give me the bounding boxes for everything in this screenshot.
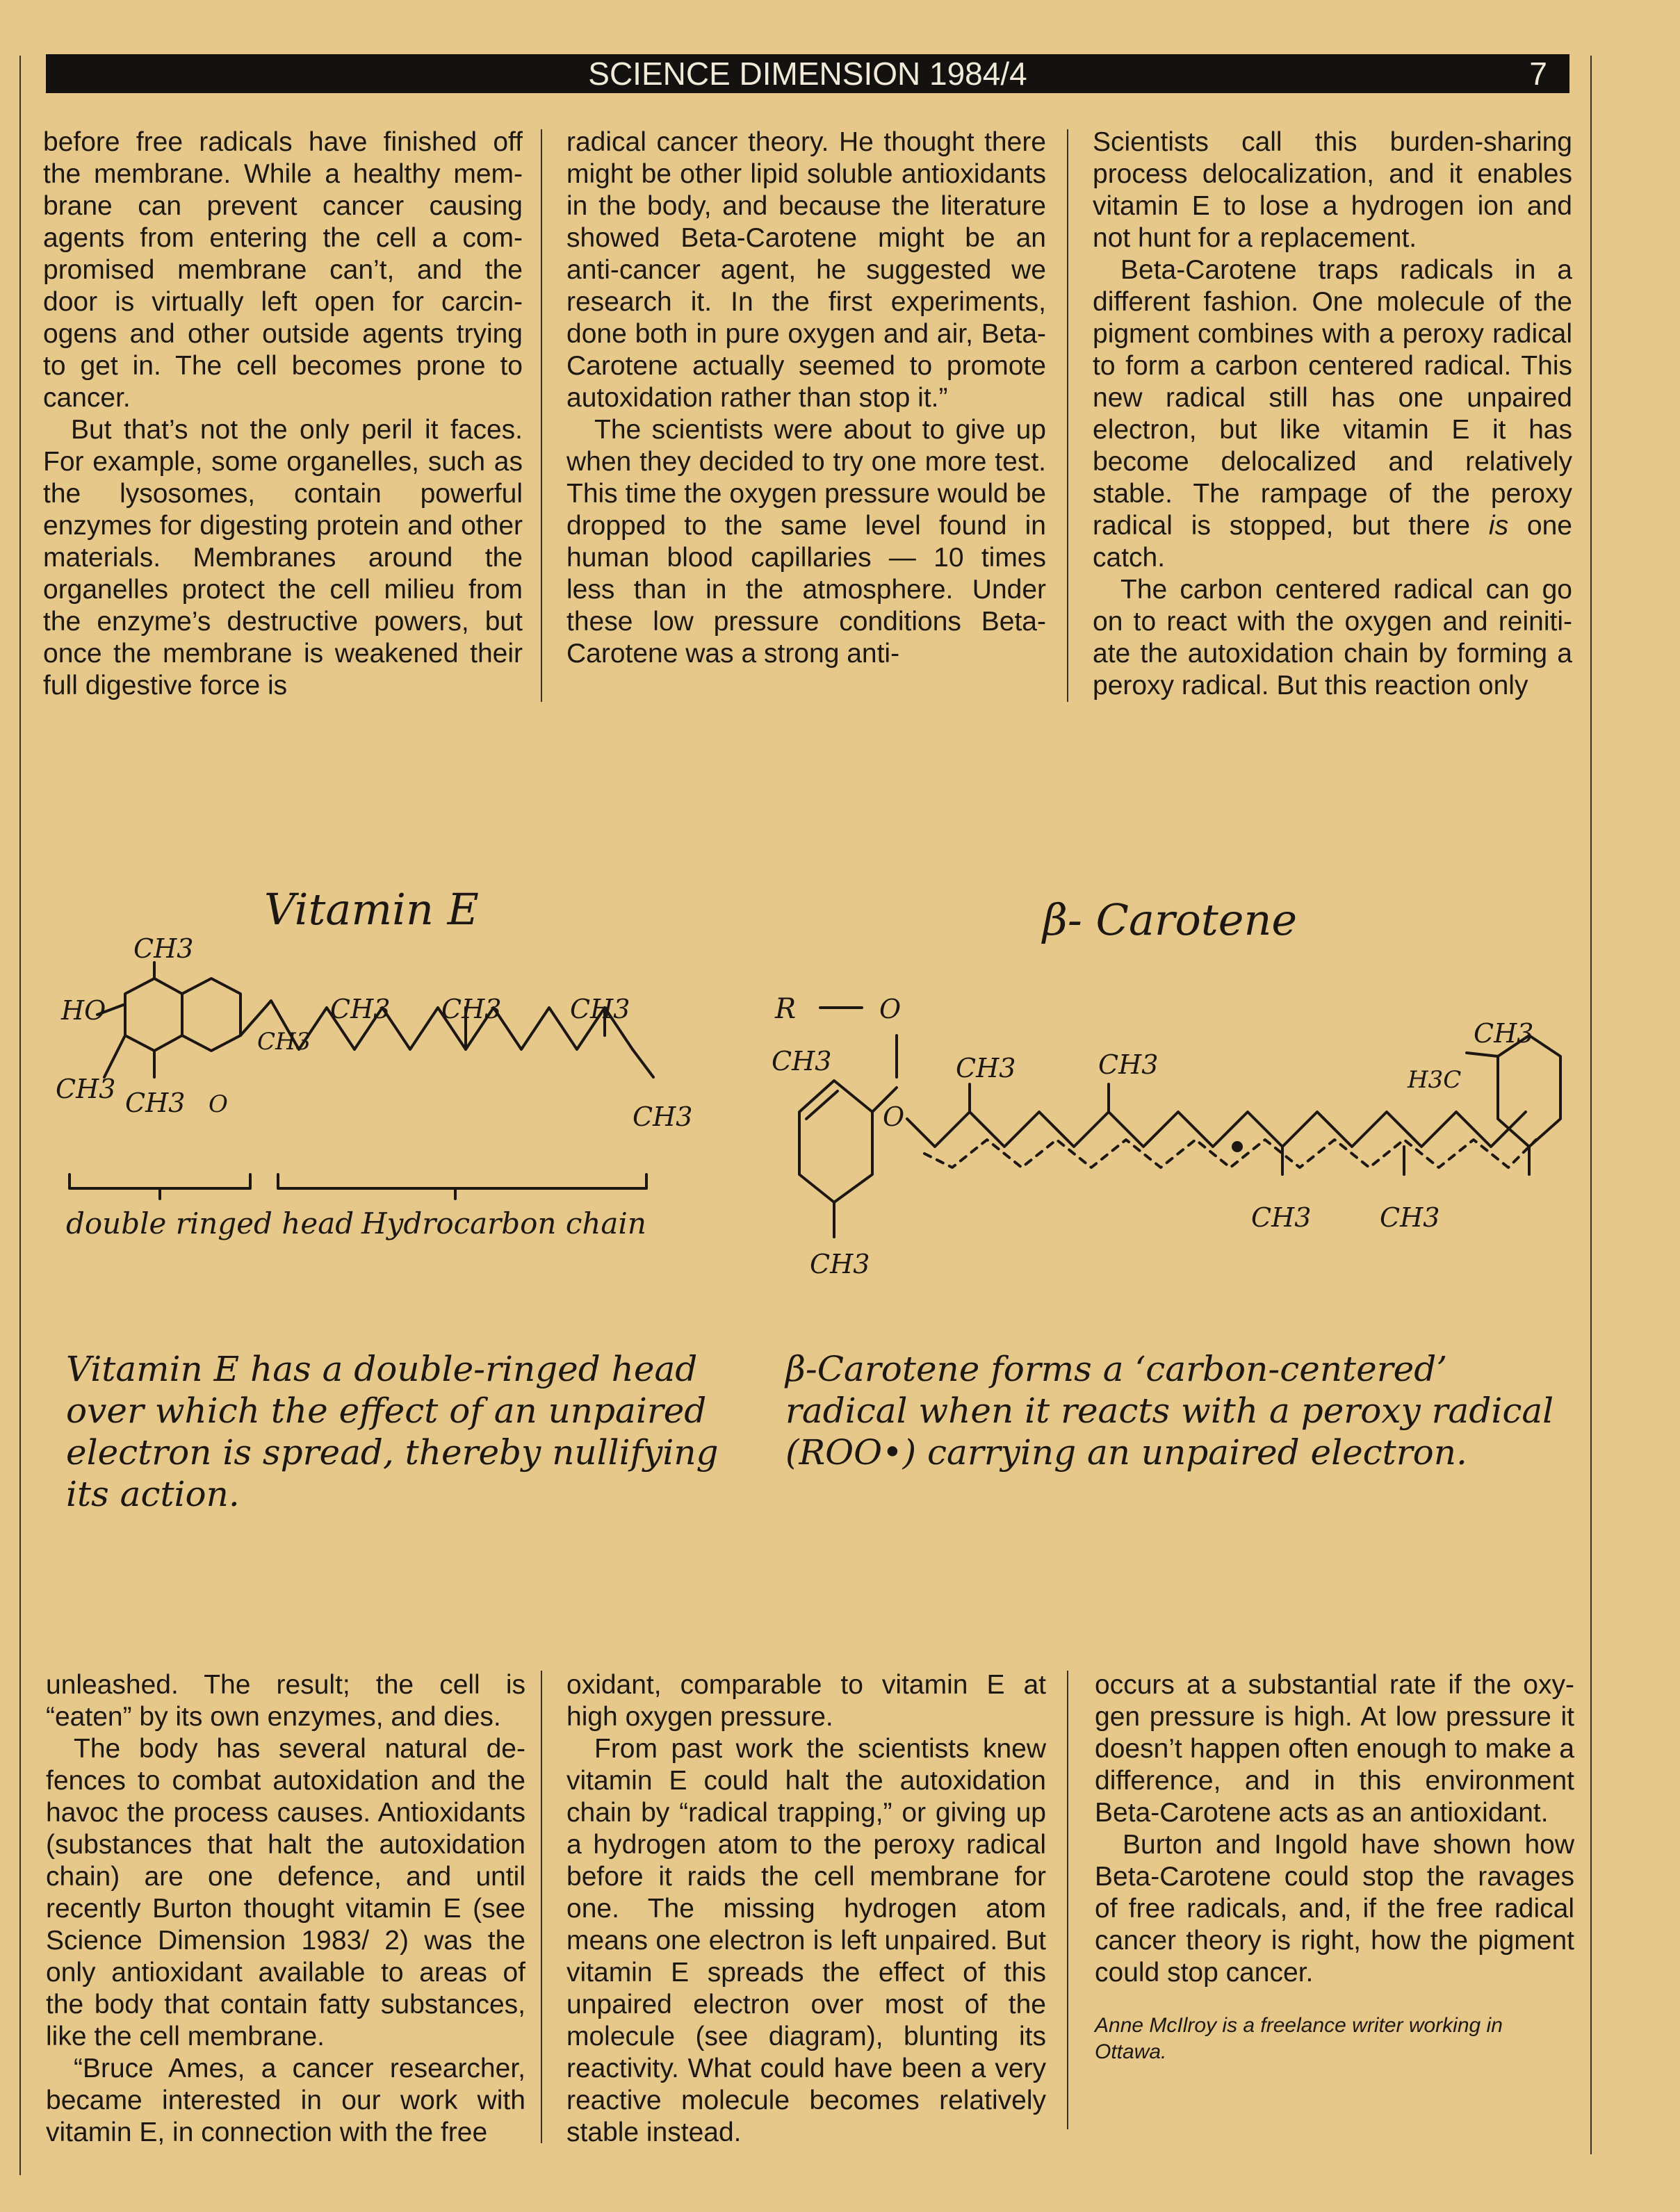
vitamin-e-label: CH3 bbox=[56, 1074, 116, 1104]
column-divider bbox=[541, 1671, 542, 2143]
chemical-structures-figure bbox=[0, 848, 1680, 1348]
paragraph: The scientists were about to give up when they decided to try one more test. This time the oxygen pressure would be dropped to the same level found in human blood capillaries — 10 times less than in the atmosphere. Under these low pressure conditions Beta-Carotene was a strong anti- bbox=[566, 415, 1046, 669]
vitamin-e-title: Vitamin E bbox=[264, 884, 479, 935]
vitamin-e-label: O bbox=[209, 1090, 228, 1118]
carotene-chain bbox=[907, 1112, 1526, 1147]
paragraph: Burton and Ingold have shown how Beta-Carotene could stop the ravages of free radicals, and, if the free radical cancer theory is right, how the pigment could stop cancer. bbox=[1095, 1830, 1574, 1988]
carotene-label: CH3 bbox=[1098, 1049, 1159, 1080]
magazine-title: SCIENCE DIMENSION 1984/4 bbox=[588, 56, 1027, 92]
delocalized-bonds bbox=[924, 1140, 1536, 1168]
vitamin-e-label: CH3 bbox=[441, 994, 502, 1024]
chain-annotation: Hydrocarbon chain bbox=[361, 1206, 646, 1240]
column-divider bbox=[541, 129, 542, 702]
paragraph: occurs at a substantial rate if the oxygen pressure is high. At low pressure it doesn’t happen often enough to make a difference, and in this environment Beta-Carotene acts as an antioxidant. bbox=[1095, 1670, 1574, 1828]
carotene-label: CH3 bbox=[772, 1046, 832, 1076]
paragraph: “Bruce Ames, a cancer researcher, became interested in our work with vitamin E, in connection with the free bbox=[46, 2054, 525, 2147]
top-column-1 bbox=[43, 126, 523, 702]
paragraph bbox=[1093, 254, 1572, 574]
top-column-2 bbox=[566, 126, 1046, 670]
vitamin-e-label: CH3 bbox=[330, 994, 391, 1024]
emphasis: is bbox=[1488, 511, 1509, 541]
paragraph: radical cancer theory. He thought there might be other lipid soluble antioxidants in the body, and because the literature showed Beta-Carotene might be an anti-cancer agent, he suggested we research it. In the first experiments, done both in pure oxygen and air, Beta-Carotene actually seemed to promote autoxidation rather than stop it.” bbox=[566, 127, 1046, 413]
page-number: 7 bbox=[1529, 56, 1547, 92]
beta-carotene-title: β- Carotene bbox=[1043, 894, 1298, 945]
vitamin-e-label: CH3 bbox=[125, 1088, 186, 1118]
paragraph: oxidant, comparable to vitamin E at high oxygen pressure. bbox=[566, 1670, 1046, 1732]
author-byline: Anne McIlroy is a freelance writer working in Ottawa. bbox=[1095, 2014, 1503, 2063]
vitamin-e-ring-2 bbox=[182, 978, 240, 1051]
column-divider bbox=[1067, 1671, 1068, 2129]
paragraph: The body has several natural defences to combat autoxidation and the havoc the process causes. Antioxidants (substances that halt the autoxidation chain) are one defence, and until recently Burton thought vitamin E (see Science Dimension 1983/ 2) was the only antioxidant available to areas of the body that contain fatty substances, like the cell membrane. bbox=[46, 1734, 525, 2051]
paragraph-text: one catch. bbox=[1093, 511, 1572, 573]
chain-brace bbox=[278, 1174, 646, 1188]
carotene-label: O bbox=[879, 994, 902, 1024]
carotene-label: R bbox=[775, 993, 797, 1025]
vitamin-e-caption: Vitamin E has a double-ringed head over which the effect of an unpaired electron is spread, thereby nullifying its action. bbox=[66, 1349, 719, 1514]
beta-carotene-caption: β-Carotene forms a ‘carbon-centered’ radical when it reacts with a peroxy radical (ROO•) carrying an unpaired electron. bbox=[785, 1349, 1554, 1473]
head-annotation: double ringed head bbox=[66, 1206, 354, 1240]
paragraph: before free radicals have finished off the membrane. While a healthy membrane can prevent cancer causing agents from entering the cell a compromised membrane can’t, and the door is virtually left open for carcinogens and other outside agents trying to get in. The cell becomes prone to cancer. bbox=[43, 127, 523, 413]
bottom-column-3 bbox=[1095, 1669, 1574, 2065]
vitamin-e-ring-1 bbox=[125, 978, 182, 1051]
bottom-column-2 bbox=[566, 1669, 1046, 2149]
carotene-label: CH3 bbox=[1474, 1018, 1534, 1049]
paragraph: unleashed. The result; the cell is “eaten” by its own enzymes, and dies. bbox=[46, 1670, 525, 1732]
paragraph-text: Beta-Carotene traps radicals in a different fashion. One molecule of the pigment combines with a peroxy radical to form a carbon centered radical. This new radical still has one unpaired electron, but like vitamin E it has become delocalized and relatively stable. The rampage of the peroxy radical is stopped, but there bbox=[1093, 255, 1572, 541]
paragraph: From past work the scientists knew vitamin E could halt the autoxidation chain by “radical trapping,” or giving up a hydrogen atom to the peroxy radical before it raids the cell membrane for one. The missing hydrogen atom means one electron is left unpaired. But vitamin E spreads the effect of this unpaired electron over most of the molecule (see diagram), blunting its reactivity. What could have been a very reactive molecule becomes relatively stable instead. bbox=[566, 1734, 1046, 2147]
carotene-label: CH3 bbox=[810, 1249, 870, 1279]
unpaired-electron-dot bbox=[1232, 1141, 1243, 1152]
vitamin-e-label: HO bbox=[61, 995, 106, 1026]
paragraph: But that’s not the only peril it faces. For example, some organelles, such as the lysosomes, contain powerful enzymes for digesting protein and other materials. Membranes around the organelles protect the cell milieu from the enzyme’s destructive powers, but once the membrane is weakened their full digestive force is bbox=[43, 415, 523, 701]
carotene-label: CH3 bbox=[1380, 1202, 1440, 1233]
carotene-ring-left bbox=[799, 1081, 872, 1202]
bottom-column-1 bbox=[46, 1669, 525, 2149]
head-brace bbox=[70, 1174, 250, 1188]
vitamin-e-label: CH3 bbox=[633, 1101, 693, 1132]
vitamin-e-label: CH3 bbox=[257, 1028, 311, 1056]
carotene-label: O bbox=[883, 1101, 905, 1132]
running-header bbox=[46, 54, 1569, 93]
paragraph: Scientists call this burden-sharing process delocalization, and it enables vitamin E to lose a hydrogen ion and not hunt for a replacement. bbox=[1093, 127, 1572, 253]
paragraph: The carbon centered radical can go on to react with the oxygen and reinitiate the autoxidation chain by forming a peroxy radical. But this reaction only bbox=[1093, 575, 1572, 701]
carotene-label: H3C bbox=[1408, 1066, 1462, 1094]
vitamin-e-label: CH3 bbox=[570, 994, 630, 1024]
carotene-label: CH3 bbox=[956, 1053, 1016, 1083]
top-column-3 bbox=[1093, 126, 1572, 702]
carotene-label: CH3 bbox=[1251, 1202, 1312, 1233]
vitamin-e-label: CH3 bbox=[133, 933, 194, 964]
column-divider bbox=[1067, 129, 1068, 702]
